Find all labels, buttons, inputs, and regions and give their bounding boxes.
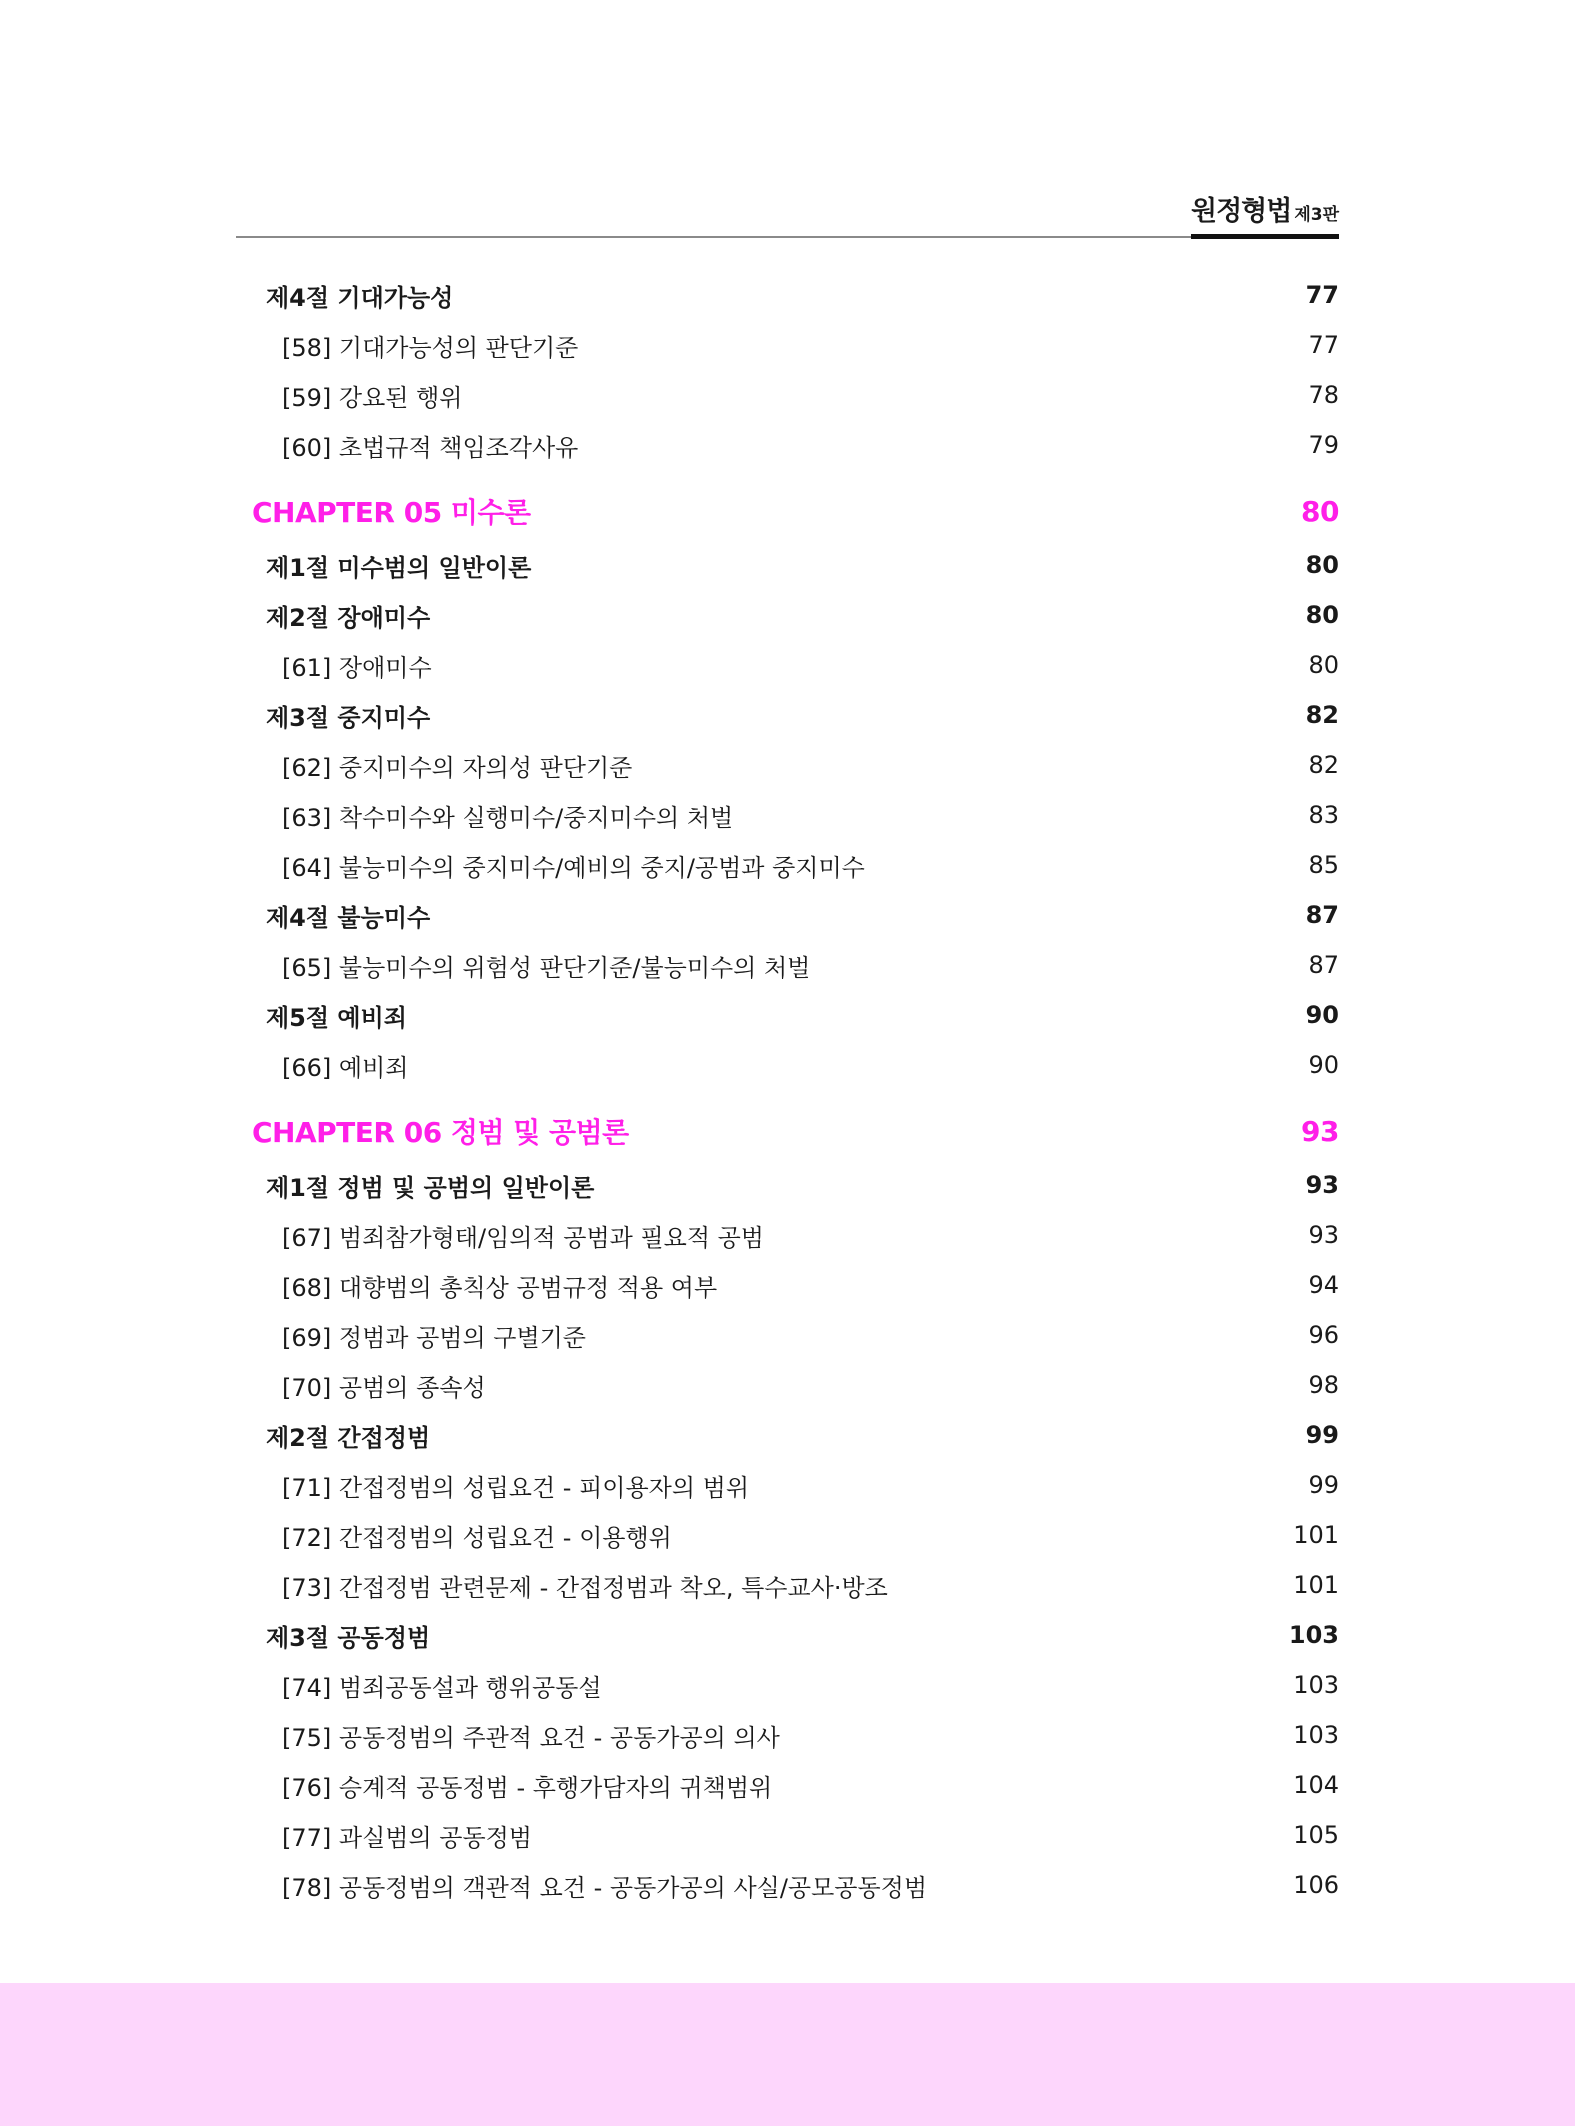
toc-case-row[interactable] [236,840,1339,890]
toc-chapter-row[interactable] [236,1102,1339,1160]
table-of-contents [236,270,1339,1910]
toc-section-row[interactable] [236,890,1339,940]
toc-case-title: [59] 강요된 행위 [282,383,463,412]
footer-band [0,1983,1575,2126]
toc-page-number: 106 [1293,1871,1339,1899]
toc-page-number: 96 [1308,1321,1339,1349]
toc-section-title: 제4절 기대가능성 [266,283,454,312]
edition-label: 제3판 [1294,205,1339,225]
toc-case-title: [62] 중지미수의 자의성 판단기준 [282,753,633,782]
running-header [236,186,1339,238]
toc-section-row[interactable] [236,690,1339,740]
toc-page-number: 90 [1305,1001,1339,1029]
toc-chapter-title: CHAPTER 05 미수론 [252,496,531,529]
toc-case-row[interactable] [236,1040,1339,1090]
toc-page-number: 87 [1308,951,1339,979]
toc-case-row[interactable] [236,1860,1339,1910]
toc-page-number: 94 [1308,1271,1339,1299]
toc-case-title: [58] 기대가능성의 판단기준 [282,333,579,362]
toc-case-title: [60] 초법규적 책임조각사유 [282,433,579,462]
toc-case-title: [63] 착수미수와 실행미수/중지미수의 처벌 [282,803,734,832]
toc-case-row[interactable] [236,1260,1339,1310]
toc-section-title: 제2절 간접정범 [266,1423,431,1452]
toc-case-row[interactable] [236,1510,1339,1560]
book-title-text: 원정형법 [1190,196,1292,227]
toc-section-row[interactable] [236,590,1339,640]
toc-page-number: 83 [1308,801,1339,829]
toc-case-title: [71] 간접정범의 성립요건 - 피이용자의 범위 [282,1473,750,1502]
toc-case-title: [65] 불능미수의 위험성 판단기준/불능미수의 처벌 [282,953,811,982]
toc-case-row[interactable] [236,420,1339,470]
toc-page-number: 79 [1308,431,1339,459]
toc-case-title: [61] 장애미수 [282,653,432,682]
toc-page-number: 87 [1305,901,1339,929]
toc-page-number: 93 [1308,1221,1339,1249]
toc-case-row[interactable] [236,1310,1339,1360]
toc-section-row[interactable] [236,540,1339,590]
toc-section-row[interactable] [236,1610,1339,1660]
toc-page-number: 105 [1293,1821,1339,1849]
toc-case-title: [78] 공동정범의 객관적 요건 - 공동가공의 사실/공모공동정범 [282,1873,928,1902]
toc-case-title: [75] 공동정범의 주관적 요건 - 공동가공의 의사 [282,1723,780,1752]
toc-page-number: 82 [1308,751,1339,779]
toc-page-number: 80 [1301,494,1339,528]
toc-case-title: [74] 범죄공동설과 행위공동설 [282,1673,602,1702]
toc-section-row[interactable] [236,1160,1339,1210]
toc-case-row[interactable] [236,1810,1339,1860]
toc-page-number: 101 [1293,1571,1339,1599]
toc-page-number: 85 [1308,851,1339,879]
toc-section-row[interactable] [236,1410,1339,1460]
toc-page-number: 103 [1293,1671,1339,1699]
toc-section-title: 제3절 중지미수 [266,703,431,732]
toc-case-title: [69] 정범과 공범의 구별기준 [282,1323,586,1352]
toc-page-number: 80 [1305,601,1339,629]
toc-case-title: [76] 승계적 공동정범 - 후행가담자의 귀책범위 [282,1773,773,1802]
toc-page-number: 104 [1293,1771,1339,1799]
toc-case-title: [70] 공범의 종속성 [282,1373,486,1402]
toc-case-title: [68] 대향범의 총칙상 공범규정 적용 여부 [282,1273,718,1302]
toc-case-row[interactable] [236,1760,1339,1810]
toc-case-row[interactable] [236,790,1339,840]
toc-case-row[interactable] [236,1710,1339,1760]
toc-case-row[interactable] [236,1660,1339,1710]
toc-chapter-title: CHAPTER 06 정범 및 공범론 [252,1116,629,1149]
toc-section-title: 제1절 정범 및 공범의 일반이론 [266,1173,595,1202]
toc-page-number: 77 [1305,281,1339,309]
toc-page-number: 82 [1305,701,1339,729]
toc-case-row[interactable] [236,740,1339,790]
toc-case-title: [73] 간접정범 관련문제 - 간접정범과 착오, 특수교사·방조 [282,1573,888,1602]
toc-page-number: 101 [1293,1521,1339,1549]
toc-section-title: 제3절 공동정범 [266,1623,431,1652]
toc-case-row[interactable] [236,370,1339,420]
toc-page-number: 80 [1308,651,1339,679]
toc-case-row[interactable] [236,940,1339,990]
toc-section-title: 제4절 불능미수 [266,903,431,932]
toc-page-number: 78 [1308,381,1339,409]
toc-case-row[interactable] [236,320,1339,370]
toc-case-row[interactable] [236,1560,1339,1610]
toc-case-title: [66] 예비죄 [282,1053,409,1082]
toc-page-number: 80 [1305,551,1339,579]
toc-case-title: [77] 과실범의 공동정범 [282,1823,532,1852]
toc-page-number: 98 [1308,1371,1339,1399]
toc-page-number: 99 [1305,1421,1339,1449]
toc-page-number: 90 [1308,1051,1339,1079]
toc-section-row[interactable] [236,270,1339,320]
toc-section-row[interactable] [236,990,1339,1040]
toc-case-title: [72] 간접정범의 성립요건 - 이용행위 [282,1523,672,1552]
toc-page-number: 103 [1288,1621,1339,1649]
toc-page-number: 103 [1293,1721,1339,1749]
toc-section-title: 제1절 미수범의 일반이론 [266,553,532,582]
toc-case-row[interactable] [236,1460,1339,1510]
toc-section-title: 제2절 장애미수 [266,603,431,632]
toc-section-title: 제5절 예비죄 [266,1003,407,1032]
toc-case-row[interactable] [236,1210,1339,1260]
toc-page-number: 77 [1308,331,1339,359]
toc-page-number: 99 [1308,1471,1339,1499]
toc-case-title: [67] 범죄참가형태/임의적 공범과 필요적 공범 [282,1223,764,1252]
toc-case-row[interactable] [236,1360,1339,1410]
toc-page-number: 93 [1301,1114,1339,1148]
toc-chapter-row[interactable] [236,482,1339,540]
toc-page-number: 93 [1305,1171,1339,1199]
toc-case-row[interactable] [236,640,1339,690]
toc-case-title: [64] 불능미수의 중지미수/예비의 중지/공범과 중지미수 [282,853,865,882]
book-title [1191,189,1339,239]
